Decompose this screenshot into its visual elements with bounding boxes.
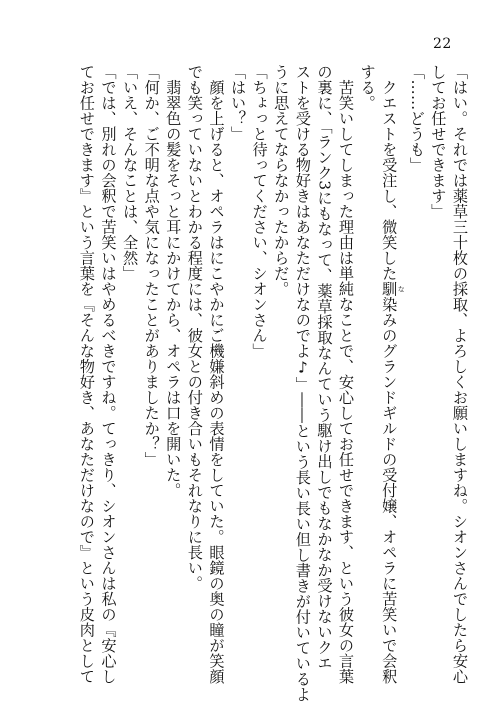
text-line: 翡翠色の髪をそっと耳にかけてから、オペラは口を開いた。	[164, 64, 183, 498]
page-number: 22	[433, 36, 452, 52]
ruby-word	[380, 281, 406, 297]
vertical-text-body	[30, 64, 470, 703]
text-line: 苦笑いしてしまった理由は単純なことで、安心してお任せできます、という彼女の言葉	[337, 64, 356, 684]
text-line: 「はい？」	[229, 64, 248, 142]
text-line: てお任せできます』という言葉を『そんな物好き、あなただけなので』という皮肉として	[77, 64, 96, 684]
text-line: ストを受ける物好きはあなただけなのでよ♪」――という長い長い但し書きが付いているよ	[293, 64, 312, 703]
text-line: 顔を上げると、オペラはにこやかにご機嫌斜めの表情をしていた。眼鏡の奥の瞳が笑顔	[207, 64, 226, 684]
ruby-reading: な	[397, 281, 406, 297]
text-line: 「はい。それでは薬草三十枚の採取、よろしくお願いしますね。シオンさんでしたら安心	[451, 64, 469, 684]
text-line: 「……どうも」	[407, 64, 426, 173]
text-line: 「では、別れの会釈で苦笑いはやめるべきですね。てっきり、シオンさんは私の『安心し	[99, 64, 118, 684]
text-line: うに思えてならなかったからだ。	[272, 64, 291, 297]
text-line: 「何か、ご不明な点や気になったことがありましたか？」	[142, 64, 161, 467]
text-segment: クエストを受注し、微笑した	[380, 64, 399, 281]
text-line: の裏に、「ランク3にもなって、薬草採取なんていう駆け出しでもなかなか受けないクエ	[315, 64, 334, 671]
text-line: 「ちょっと待ってください、シオンさん」	[250, 64, 269, 359]
text-line: 「いえ、そんなことは、全然」	[121, 64, 140, 281]
text-line-with-ruby	[378, 64, 406, 684]
text-segment: 染みのグランドギルドの受付嬢、オペラに苦笑いで会釈	[380, 296, 399, 684]
text-line: でも笑っていないとわかる程度には、彼女との付き合いもそれなりに長い。	[185, 64, 204, 591]
text-line: する。	[358, 64, 377, 111]
text-line: してお任せできます」	[429, 64, 448, 219]
ruby-base: 馴	[380, 281, 399, 297]
